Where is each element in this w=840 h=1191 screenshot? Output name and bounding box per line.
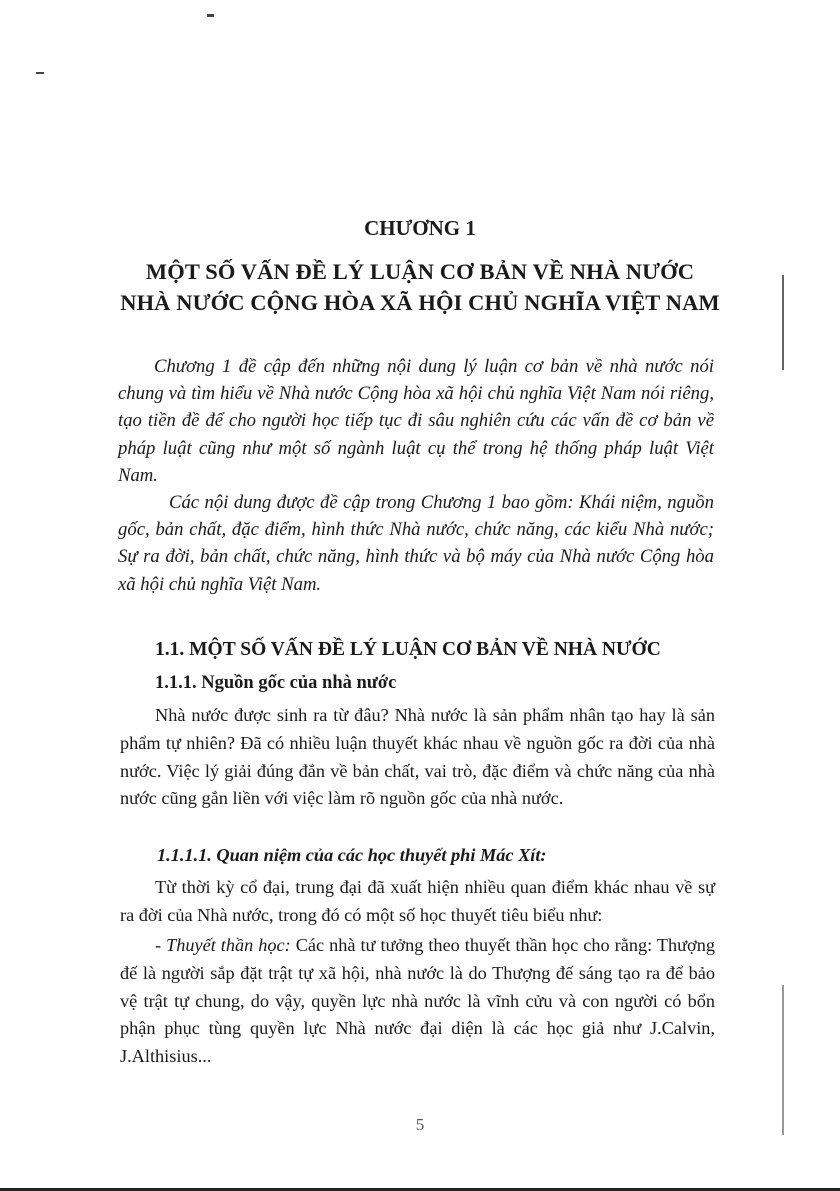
scan-artifact [36, 72, 44, 74]
page-number: 5 [415, 1115, 425, 1134]
chapter-title-line-2: NHÀ NƯỚC CỘNG HÒA XÃ HỘI CHỦ NGHĨA VIỆT NAM [120, 290, 720, 315]
subsubsection-heading: 1.1.1.1. Quan niệm của các học thuyết phi Mác Xít: [157, 845, 547, 865]
chapter-title-line-1: MỘT SỐ VẤN ĐỀ LÝ LUẬN CƠ BẢN VỀ NHÀ NƯỚC [145, 259, 695, 284]
chapter-label: CHƯƠNG 1 [364, 216, 476, 240]
term-label: - Thuyết thần học: [155, 935, 291, 955]
body-paragraph: Từ thời kỳ cổ đại, trung đại đã xuất hiện nhiều quan điểm khác nhau về sự ra đời của Nhà nước, trong đó có một số học thuyết tiêu biểu như: [120, 877, 715, 925]
subsection-heading: 1.1.1. Nguồn gốc của nhà nước [155, 673, 397, 693]
scan-artifact [782, 985, 784, 1135]
intro-paragraph: Chương 1 đề cập đến những nội dung lý luận cơ bản về nhà nước nói chung và tìm hiểu về Nhà nước Cộng hòa xã hội chủ nghĩa Việt Nam nói riêng, tạo tiền đề để cho người học tiếp tục đi sâu nghiên cứu các vấn đề cơ bản về pháp luật cũng như một số ngành luật cụ thể trong hệ thống pháp luật Việt Nam. [118, 356, 714, 486]
body-paragraph [120, 932, 715, 1071]
section-heading: 1.1. MỘT SỐ VẤN ĐỀ LÝ LUẬN CƠ BẢN VỀ NHÀ NƯỚC [155, 639, 661, 660]
intro-paragraph: Các nội dung được đề cập trong Chương 1 bao gồm: Khái niệm, nguồn gốc, bản chất, đặc điểm, hình thức Nhà nước, chức năng, các kiểu Nhà nước; Sự ra đời, bản chất, chức năng, hình thức và bộ máy của Nhà nước Cộng hòa xã hội chủ nghĩa Việt Nam. [118, 492, 714, 595]
term-definition: Các nhà tư tưởng theo thuyết thần học cho rằng: Thượng đế là người sắp đặt trật tự xã hội, nhà nước là do Thượng đế sáng tạo ra để bảo vệ trật tự chung, do vậy, quyền lực nhà nước là vĩnh cửu và con người có bổn phận phục tùng quyền lực Nhà nước đại diện là các học giả như J.Calvin, J.Althisius... [120, 935, 716, 1067]
scan-artifact [207, 14, 214, 17]
body-paragraph: Nhà nước được sinh ra từ đâu? Nhà nước là sản phẩm nhân tạo hay là sản phẩm tự nhiên? Đã có nhiều luận thuyết khác nhau về nguồn gốc ra đời của nhà nước. Việc lý giải đúng đắn về bản chất, vai trò, đặc điểm và chức năng của nhà nước cũng gắn liền với việc làm rõ nguồn gốc của nhà nước. [120, 705, 715, 809]
